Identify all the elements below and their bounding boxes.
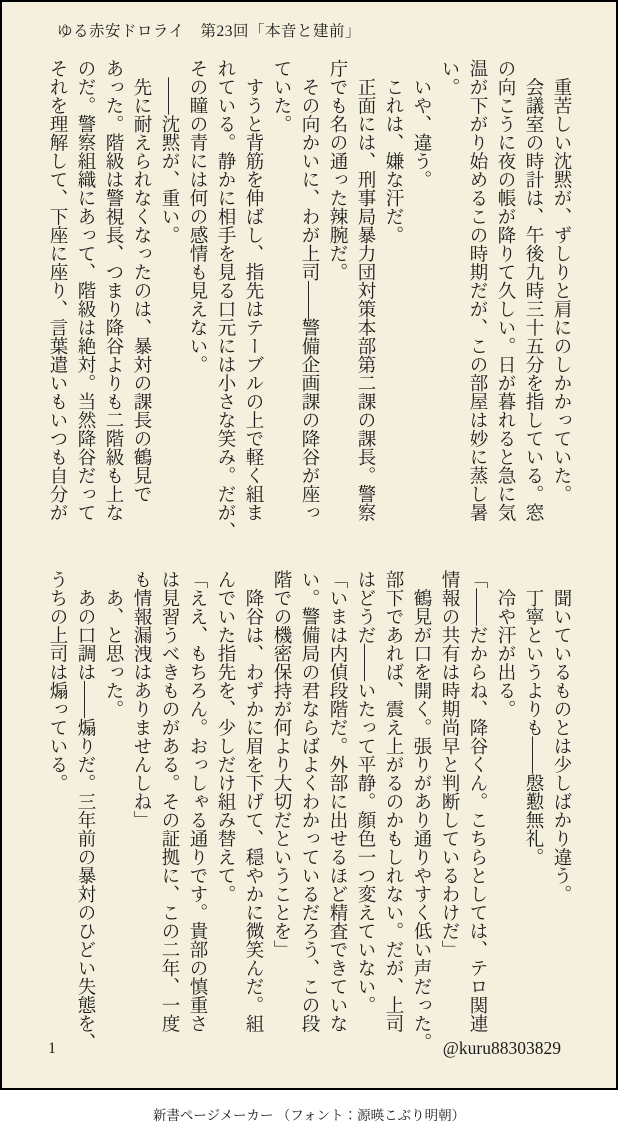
text-column: 丁寧というよりも――慇懃無礼。 bbox=[523, 570, 543, 866]
text-column: 情報の共有は時期尚早と判断しているわけだ」 bbox=[439, 570, 459, 959]
text-column: あ、と思った。 bbox=[103, 570, 123, 718]
text-column: これは、嫌な汗だ。 bbox=[383, 59, 403, 244]
text-column: い。警備局の君ならばよくわかっているだろう、この段 bbox=[299, 570, 319, 1033]
text-column: 「――だからね、降谷くん。こちらとしては、テロ関連 bbox=[467, 570, 487, 1033]
text-column: 階での機密保持が何より大切だということを」 bbox=[271, 570, 291, 959]
text-column: 聞いているものとは少しばかり違う。 bbox=[551, 570, 571, 903]
text-column: いや、違う。 bbox=[411, 59, 431, 189]
text-column: その向かいに、わが上司――警備企画課の降谷が座っ bbox=[299, 59, 319, 522]
text-column: 部下であれば、震え上がるのかもしれない。だが、上司 bbox=[383, 570, 403, 1033]
text-column: ――沈黙が、重い。 bbox=[159, 59, 179, 244]
text-column: それを理解して、下座に座り、言葉遣いもいつも自分が bbox=[47, 59, 67, 522]
text-column: あった。階級は警視長、つまり降谷よりも二階級も上な bbox=[103, 59, 123, 522]
text-column: んでいた指先を、少しだけ組み替えて。 bbox=[215, 570, 235, 903]
text-column: すうと背筋を伸ばし、指先はテーブルの上で軽く組ま bbox=[243, 59, 263, 522]
text-column: ていた。 bbox=[271, 59, 291, 133]
text-column: 正面には、刑事局暴力団対策本部第二課の課長。警察 bbox=[355, 59, 375, 522]
text-column: 「いまは内偵段階だ。外部に出せるほど精査できていな bbox=[327, 570, 347, 1033]
text-column: 重苦しい沈黙が、ずしりと肩にのしかかっていた。 bbox=[551, 59, 571, 503]
text-column: も情報漏洩はありませんしね」 bbox=[131, 570, 151, 829]
text-column: 温が下がり始めるこの時期だが、この部屋は妙に蒸し暑 bbox=[467, 59, 487, 522]
text-column: 鶴見が口を開く。張りがあり通りやすく低い声だった。 bbox=[411, 570, 431, 1051]
text-column: あの口調は――煽りだ。三年前の暴対のひどい失態を、 bbox=[75, 570, 95, 1051]
text-column: 降谷は、わずかに眉を下げて、穏やかに微笑んだ。組 bbox=[243, 570, 263, 1033]
text-column: 会議室の時計は、午後九時三十五分を指している。窓 bbox=[523, 59, 543, 522]
text-column: は見習うべきものがある。その証拠に、この二年、一度 bbox=[159, 570, 179, 1033]
text-column: はどうだ――いたって平静。顔色一つ変えていない。 bbox=[355, 570, 375, 1014]
text-block-top bbox=[43, 59, 575, 540]
text-column: うちの上司は煽っている。 bbox=[47, 570, 67, 792]
text-column: その瞳の青には何の感情も見えない。 bbox=[187, 59, 207, 374]
author-handle: @kuru88303829 bbox=[442, 1038, 561, 1058]
tool-caption: 新書ページメーカー （フォント：源暎こぶり明朝） bbox=[152, 1108, 466, 1123]
text-column: 冷や汗が出る。 bbox=[495, 570, 515, 718]
text-column: れている。静かに相手を見る口元には小さな笑み。だが、 bbox=[215, 59, 235, 540]
text-column: の向こうに夜の帳が降りて久しい。日が暮れると急に気 bbox=[495, 59, 515, 522]
text-column: 先に耐えられなくなったのは、暴対の課長の鶴見で bbox=[131, 59, 151, 503]
text-column: のだ。警察組織にあって、階級は絶対。当然降谷だって bbox=[75, 59, 95, 522]
text-column: 「ええ、もちろん。おっしゃる通りです。貴部の慎重さ bbox=[187, 570, 207, 1033]
episode-title: ゆる赤安ドロライ 第23回「本音と建前」 bbox=[57, 23, 362, 40]
text-column: い。 bbox=[439, 59, 459, 96]
text-block-bottom bbox=[43, 570, 575, 1051]
page-number: 1 bbox=[48, 1040, 56, 1057]
text-column: 庁でも名の通った辣腕だ。 bbox=[327, 59, 347, 281]
